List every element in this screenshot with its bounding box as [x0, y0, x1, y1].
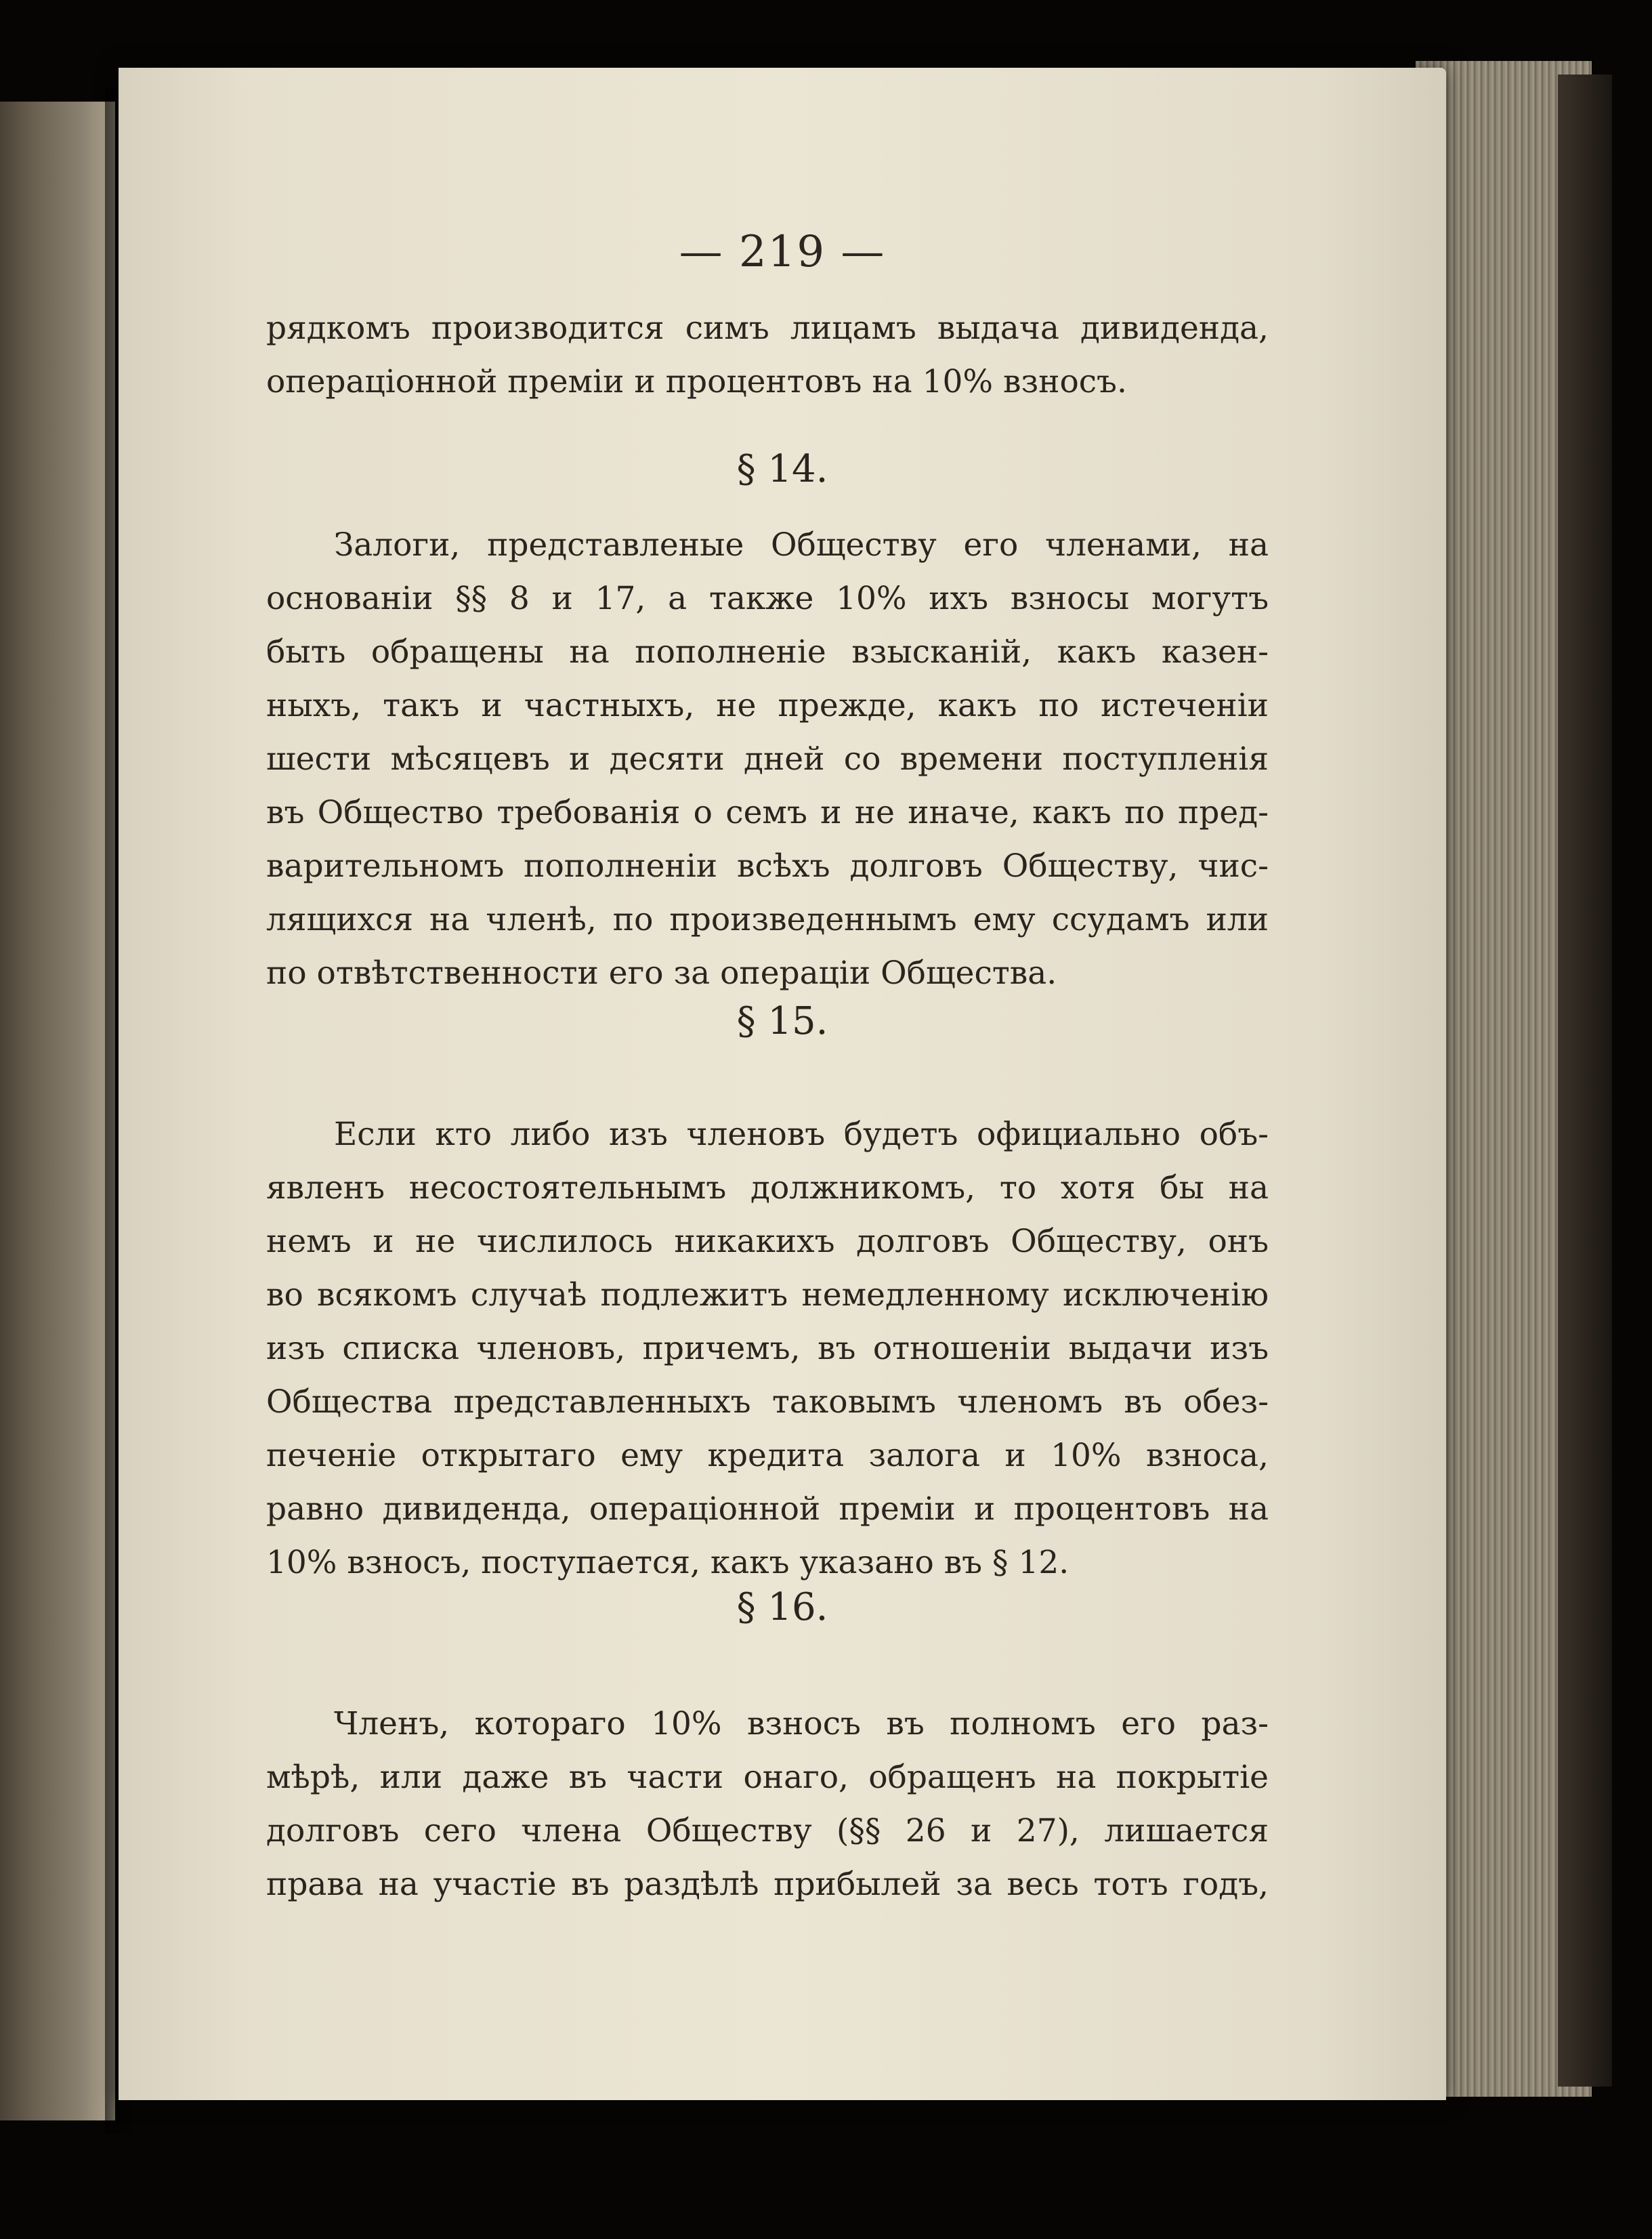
text-line: быть обращены на пополненіе взысканій, какъ казен-: [266, 633, 1269, 671]
text-line: варительномъ пополненіи всѣхъ долговъ Обществу, чис-: [266, 848, 1269, 885]
text-line: Общества представленныхъ таковымъ членомъ въ обез-: [266, 1383, 1269, 1421]
book-page: [119, 68, 1446, 2100]
continuation-paragraph: [266, 301, 1269, 409]
text-line: по отвѣтственности его за операціи Общества.: [266, 955, 1057, 992]
text-line: лящихся на членѣ, по произведеннымъ ему ссудамъ или: [266, 901, 1269, 938]
text-line: долговъ сего члена Обществу (§§ 26 и 27), лишается: [266, 1812, 1269, 1849]
text-line: явленъ несостоятельнымъ должникомъ, то хотя бы на: [266, 1169, 1269, 1207]
text-line: права на участіе въ раздѣлѣ прибылей за весь тотъ годъ,: [266, 1866, 1269, 1903]
text-line: операціонной преміи и процентовъ на 10% взносъ.: [266, 363, 1127, 400]
text-line: шести мѣсяцевъ и десяти дней со времени поступленія: [266, 740, 1269, 778]
left-page-edge: [0, 102, 115, 2120]
text-line: Членъ, котораго 10% взносъ въ полномъ его раз-: [334, 1705, 1269, 1742]
text-line: изъ списка членовъ, причемъ, въ отношеніи выдачи изъ: [266, 1330, 1269, 1367]
text-line: Залоги, представленые Обществу его членами, на: [334, 526, 1269, 564]
page-number: — 219 —: [679, 227, 886, 277]
binding-shadow: [1558, 75, 1612, 2087]
text-line: 10% взносъ, поступается, какъ указано въ § 12.: [266, 1544, 1069, 1581]
text-line: печеніе открытаго ему кредита залога и 10% взноса,: [266, 1437, 1269, 1474]
section-16-paragraph: [266, 1697, 1269, 1911]
text-line: въ Общество требованія о семъ и не иначе, какъ по пред-: [266, 794, 1269, 831]
text-line: немъ и не числилось никакихъ долговъ Обществу, онъ: [266, 1223, 1269, 1260]
text-line: во всякомъ случаѣ подлежитъ немедленному исключенію: [266, 1276, 1269, 1314]
text-line: ныхъ, такъ и частныхъ, не прежде, какъ по истеченіи: [266, 687, 1269, 724]
section-heading-15: § 15.: [736, 999, 828, 1043]
text-line: равно дивиденда, операціонной преміи и процентовъ на: [266, 1490, 1269, 1528]
text-line: рядкомъ производится симъ лицамъ выдача дивиденда,: [266, 310, 1269, 347]
section-15-paragraph: [266, 1108, 1269, 1589]
section-heading-14: § 14.: [736, 447, 828, 491]
section-14-paragraph: [266, 518, 1269, 1000]
text-line: Если кто либо изъ членовъ будетъ официально объ-: [334, 1116, 1269, 1153]
section-heading-16: § 16.: [736, 1585, 828, 1629]
text-line: основаніи §§ 8 и 17, а также 10% ихъ взносы могутъ: [266, 580, 1269, 617]
text-line: мѣрѣ, или даже въ части онаго, обращенъ на покрытіе: [266, 1759, 1269, 1796]
